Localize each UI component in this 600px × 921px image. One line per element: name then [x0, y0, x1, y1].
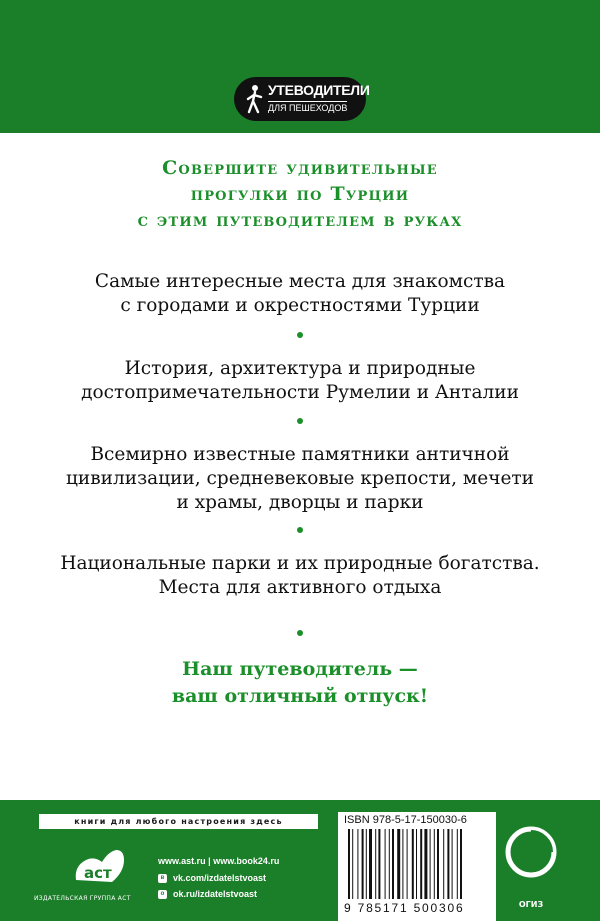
barcode-bar	[430, 829, 431, 899]
barcode-bar	[437, 829, 439, 899]
barcode-bar	[447, 829, 449, 899]
barcode-bar	[460, 829, 462, 899]
feature-line: цивилизации, средневековые крепости, мечети	[66, 468, 534, 489]
bullet-dot	[297, 332, 303, 338]
barcode-bar	[443, 829, 444, 899]
ogiz-logo	[505, 826, 557, 878]
barcode-bar	[407, 829, 408, 899]
feature-line: достопримечательности Румелии и Анталии	[81, 382, 519, 403]
barcode	[346, 829, 488, 901]
ogiz-label: ОГИЗ	[518, 900, 544, 909]
barcode-bar	[389, 829, 390, 899]
barcode-bar	[392, 829, 394, 899]
bullet-dot	[297, 527, 303, 533]
series-subtitle: ДЛЯ ПЕШЕХОДОВ	[268, 102, 348, 113]
barcode-bar	[457, 829, 458, 899]
feature-line: Всемирно известные памятники античной	[90, 444, 510, 465]
barcode-bar	[424, 829, 427, 899]
ast-logo-text: аст	[84, 864, 112, 882]
barcode-bar	[412, 829, 414, 899]
barcode-bar	[378, 829, 380, 899]
feature-item	[0, 552, 600, 600]
barcode-bar	[375, 829, 376, 899]
barcode-bar	[420, 829, 422, 899]
barcode-bar	[366, 829, 367, 899]
feature-line: и храмы, дворцы и парки	[176, 492, 424, 513]
vk-icon: в	[158, 874, 167, 883]
website-links[interactable]: www.ast.ru | www.book24.ru	[158, 856, 280, 866]
isbn-box	[338, 812, 496, 921]
feature-item	[0, 357, 600, 405]
barcode-bar	[369, 829, 372, 899]
headline-line: с этим путеводителем в руках	[137, 209, 463, 231]
headline-line: Совершите удивительные	[162, 157, 438, 179]
headline	[0, 155, 600, 233]
tagline-strip: книги для любого настроения здесь	[39, 814, 318, 829]
isbn-number: ISBN 978-5-17-150030-6	[344, 814, 467, 826]
barcode-bar	[416, 829, 417, 899]
series-badge	[234, 77, 370, 121]
barcode-bar	[385, 829, 386, 899]
publisher-caption: ИЗДАТЕЛЬСКАЯ ГРУППА АСТ	[34, 895, 131, 902]
bullet-dot	[297, 418, 303, 424]
walker-icon	[244, 84, 266, 114]
feature-line: Самые интересные места для знакомства	[94, 271, 506, 292]
feature-line: История, архитектура и природные	[124, 358, 476, 379]
publisher-links	[158, 852, 279, 902]
barcode-bar	[352, 829, 353, 899]
vk-link[interactable]: vk.com/izdatelstvoast	[173, 873, 267, 883]
barcode-bar	[357, 829, 358, 899]
barcode-bar	[397, 829, 400, 899]
feature-line: Места для активного отдыха	[158, 577, 442, 598]
headline-line: прогулки по Турции	[190, 183, 410, 205]
feature-item	[0, 270, 600, 318]
feature-item	[0, 443, 600, 515]
barcode-bar	[434, 829, 435, 899]
feature-line: Национальные парки и их природные богатства.	[60, 553, 540, 574]
barcode-digits: 9 785171 500306	[344, 901, 465, 915]
ast-logo	[72, 842, 128, 888]
ok-link[interactable]: ok.ru/izdatelstvoast	[173, 889, 258, 899]
barcode-bar	[348, 829, 350, 899]
barcode-bar	[452, 829, 453, 899]
barcode-bar	[402, 829, 403, 899]
ok-icon: о	[158, 890, 167, 899]
slogan-line: Наш путеводитель —	[182, 658, 418, 680]
series-title: УТЕВОДИТЕЛИ	[268, 81, 370, 98]
slogan-line: ваш отличный отпуск!	[171, 685, 429, 707]
bullet-dot	[297, 630, 303, 636]
feature-line: с городами и окрестностями Турции	[120, 295, 480, 316]
slogan	[0, 656, 600, 710]
barcode-bar	[362, 829, 364, 899]
